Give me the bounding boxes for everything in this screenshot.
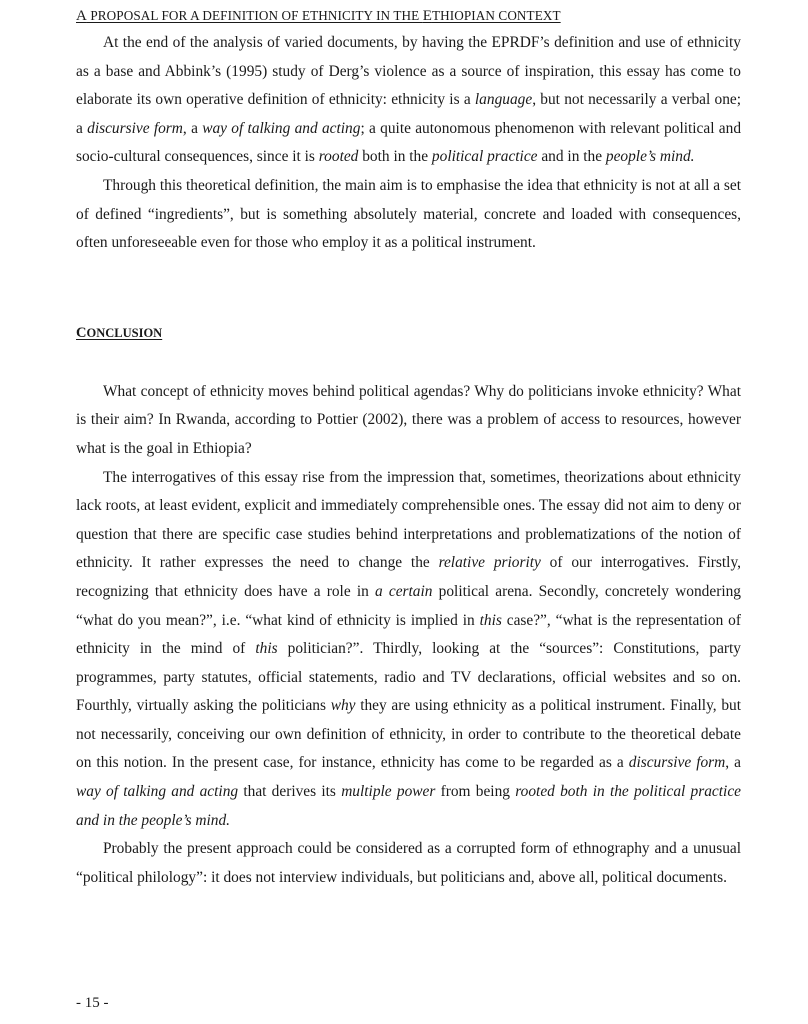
- heading-text: THIOPIAN CONTEXT: [431, 8, 561, 23]
- page-content: [76, 6, 741, 892]
- page-number: - 15 -: [76, 995, 109, 1011]
- conclusion-heading: CONCLUSION: [76, 324, 163, 341]
- paragraph-definition: At the end of the analysis of varied documents, by having the EPRDF’s definition and use of ethnicity as a base and Abbink’s (1995) study of Derg’s violence as a source of inspiration, this essay has come to elaborate its own operative definition of ethnicity: ethnicity is a language, but not necessarily a verbal one; a discursive form, a way of talking and acting; a quite autonomous phenomenon with relevant political and socio-cultural consequences, since it is rooted both in the political practice and in the people’s mind.: [76, 34, 742, 166]
- paragraph-aim: Through this theoretical definition, the main aim is to emphasise the idea that ethnicity is not at all a set of defined “ingredients”, but is something absolutely material, concrete and loaded with consequences, often unforeseeable even for those who employ it as a political instrument.: [76, 176, 741, 252]
- paragraph-interrogatives: The interrogatives of this essay rise from the impression that, sometimes, theorizations about ethnicity lack roots, at least evident, explicit and immediately comprehensible ones. The essay did not aim to deny or question that there are specific case studies behind interpretations and problematizations of the notion of ethnicity. It rather expresses the need to change the relative priority of our interrogatives. Firstly, recognizing that ethnicity does have a role in a certain political arena. Secondly, concretely wondering “what do you mean?”, i.e. “what kind of ethnicity is implied in this case?”, “what is the representation of ethnicity in the mind of this politician?”. Thirdly, looking at the “sources”: Constitutions, party programmes, party statutes, official statements, radio and TV declarations, official websites and so on. Fourthly, virtually asking the politicians why they are using ethnicity as a political instrument. Finally, but not necessarily, conceiving our own definition of ethnicity, in order to contribute to the theoretical debate on this notion. In the present case, for instance, ethnicity has come to be regarded as a discursive form, a way of talking and acting that derives its multiple power from being rooted both in the political practice and in the people’s mind.: [76, 468, 742, 829]
- section-heading: [76, 6, 741, 26]
- paragraph-approach: Probably the present approach could be considered as a corrupted form of ethnography and a unusual “political philology”: it does not interview individuals, but politicians and, above all, political documents.: [76, 840, 741, 886]
- heading-text: PROPOSAL FOR A DEFINITION OF ETHNICITY IN THE: [86, 8, 423, 23]
- paragraph-questions: What concept of ethnicity moves behind political agendas? Why do politicians invoke ethnicity? What is their aim? In Rwanda, according to Pottier (2002), there was a problem of access to resources, however what is the goal in Ethiopia?: [76, 382, 741, 457]
- heading-initial: E: [422, 8, 432, 24]
- heading-initial: A: [76, 8, 87, 24]
